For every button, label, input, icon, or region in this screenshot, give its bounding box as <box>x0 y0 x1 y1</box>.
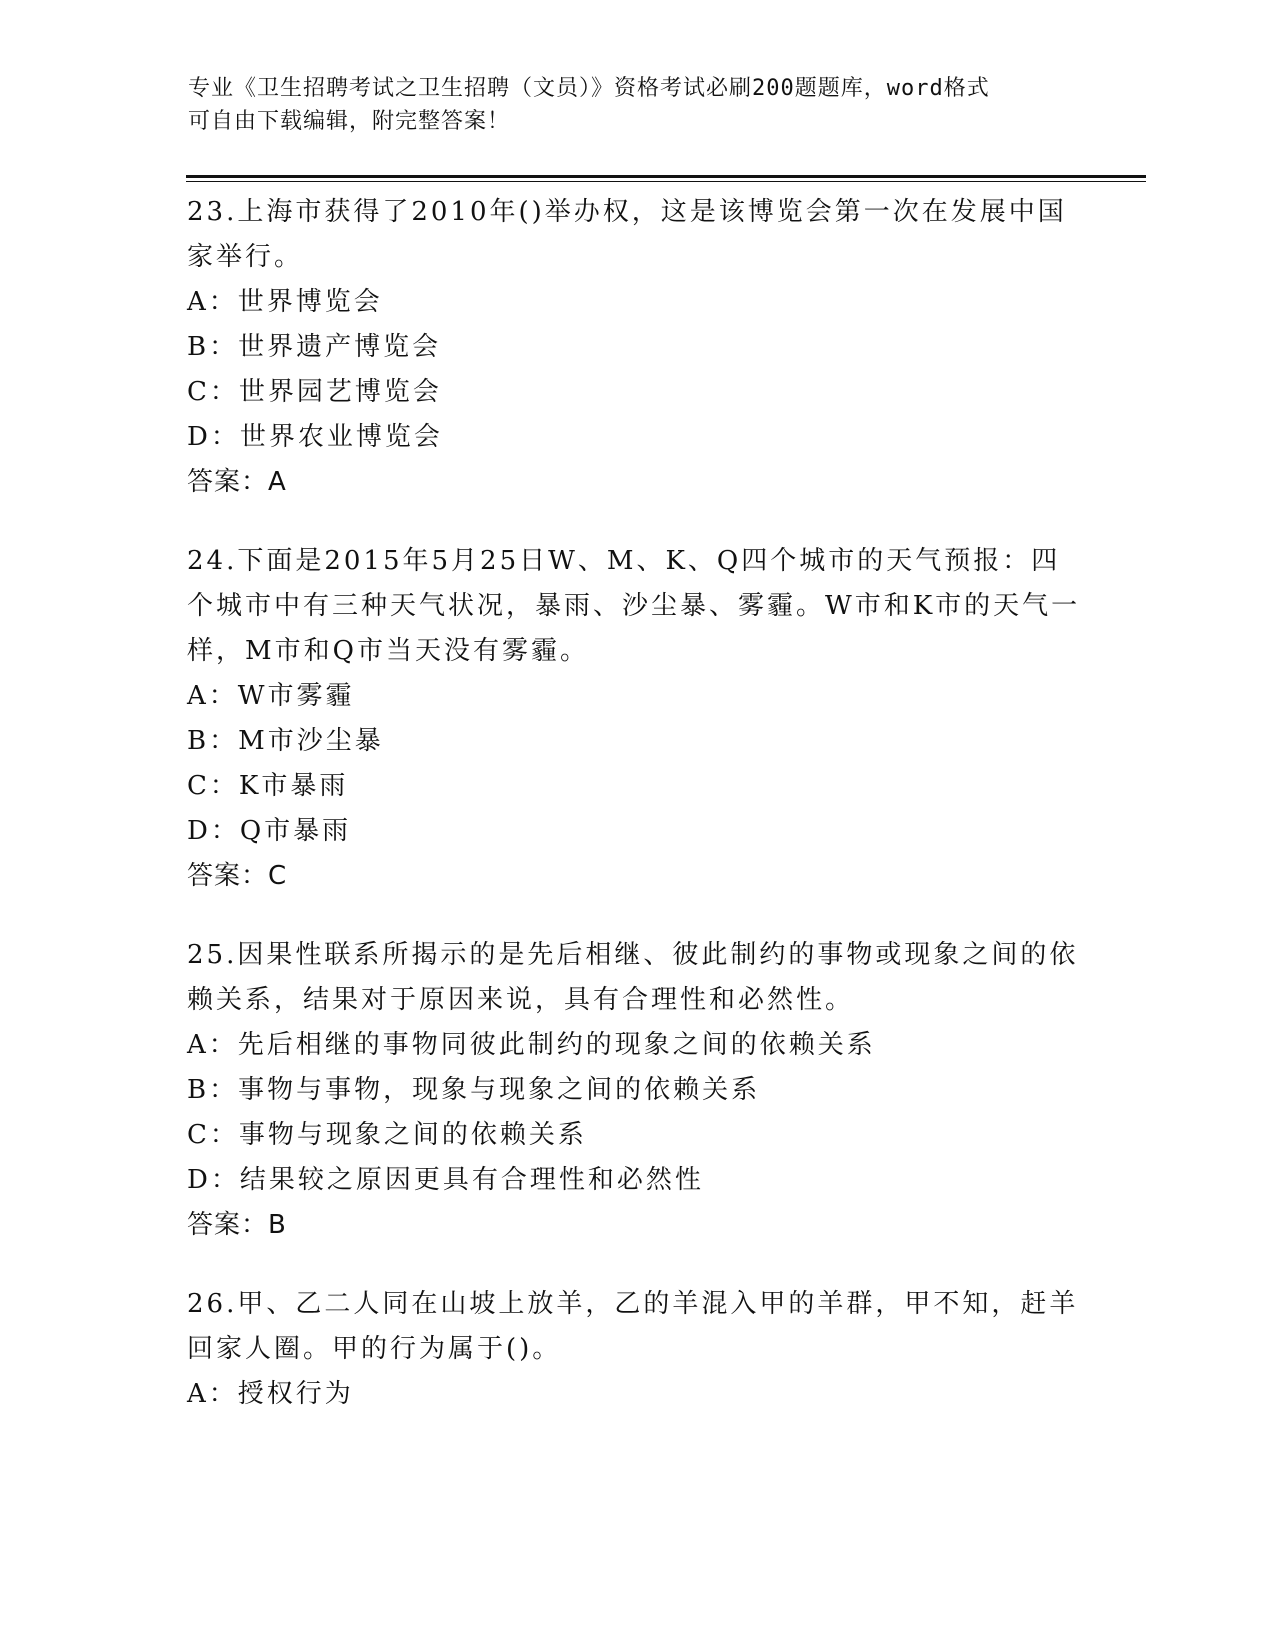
question-list <box>187 190 1087 1451</box>
option-b: B：M市沙尘暴 <box>187 726 384 756</box>
question-23 <box>187 190 1087 505</box>
question-text: 26.甲、乙二人同在山坡上放羊，乙的羊混入甲的羊群，甲不知，赶羊回家人圈。甲的行为属于()。 <box>187 1289 1079 1364</box>
option-b: B：事物与事物，现象与现象之间的依赖关系 <box>187 1075 761 1105</box>
option-c: C：K市暴雨 <box>187 771 349 801</box>
option-a: A：世界博览会 <box>187 287 383 317</box>
answer: 答案：C <box>187 861 288 891</box>
option-a: A：授权行为 <box>187 1379 354 1409</box>
question-25 <box>187 933 1087 1248</box>
header-divider-thick <box>186 175 1146 178</box>
question-text: 24.下面是2015年5月25日W、M、K、Q四个城市的天气预报：四个城市中有三种天气状况，暴雨、沙尘暴、雾霾。W市和K市的天气一样，M市和Q市当天没有雾霾。 <box>187 546 1081 666</box>
option-d: D：结果较之原因更具有合理性和必然性 <box>187 1165 704 1195</box>
answer: 答案：B <box>187 1210 287 1240</box>
answer: 答案：A <box>187 467 287 497</box>
header-line-1: 专业《卫生招聘考试之卫生招聘（文员）》资格考试必刷200题题库，word格式 <box>188 76 990 101</box>
question-24 <box>187 539 1087 899</box>
header-divider-thin <box>186 181 1146 182</box>
option-d: D：Q市暴雨 <box>187 816 352 846</box>
option-c: C：事物与现象之间的依赖关系 <box>187 1120 587 1150</box>
question-26 <box>187 1282 1087 1417</box>
question-text: 25.因果性联系所揭示的是先后相继、彼此制约的事物或现象之间的依赖关系，结果对于原因来说，具有合理性和必然性。 <box>187 940 1079 1015</box>
header-line-2: 可自由下载编辑，附完整答案！ <box>188 109 511 134</box>
option-a: A：先后相继的事物同彼此制约的现象之间的依赖关系 <box>187 1030 876 1060</box>
option-a: A：W市雾霾 <box>187 681 355 711</box>
option-b: B：世界遗产博览会 <box>187 332 442 362</box>
document-header <box>188 72 1068 138</box>
option-d: D：世界农业博览会 <box>187 422 443 452</box>
question-text: 23.上海市获得了2010年()举办权，这是该博览会第一次在发展中国家举行。 <box>187 197 1067 272</box>
option-c: C：世界园艺博览会 <box>187 377 442 407</box>
